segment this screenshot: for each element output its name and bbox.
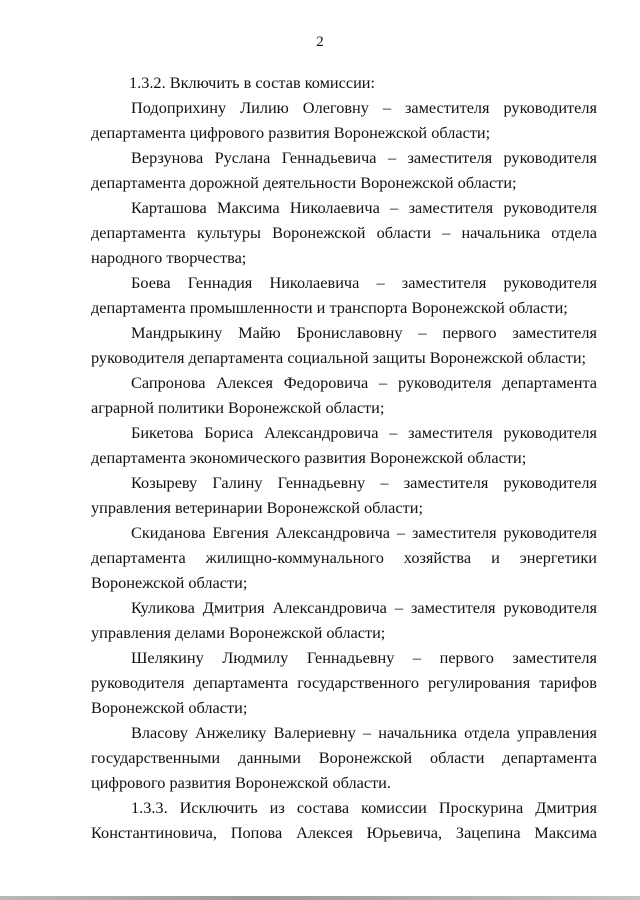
commission-member-entry: Козыреву Галину Геннадьевну – заместителя руководителя управления ветеринарии Воронежской области; — [91, 473, 597, 517]
commission-member-entry: Куликова Дмитрия Александровича – заместителя руководителя управления делами Воронежской области; — [91, 598, 597, 642]
scan-edge-shadow — [0, 896, 640, 900]
section-1-3-2-heading: 1.3.2. Включить в состав комиссии: — [129, 73, 376, 92]
page-number: 2 — [316, 34, 324, 50]
commission-member-entry: Сапронова Алексея Федоровича – руководителя департамента аграрной политики Воронежской области; — [91, 373, 597, 417]
commission-member-entry: Шелякину Людмилу Геннадьевну – первого заместителя руководителя департамента государственного регулирования тарифов Воронежской области; — [91, 648, 597, 717]
document-body — [91, 70, 597, 845]
section-1-3-3-paragraph: 1.3.3. Исключить из состава комиссии Проскурина Дмитрия Константиновича, Попова Алексея Юрьевича, Зацепина Максима — [91, 798, 597, 842]
commission-member-entry: Карташова Максима Николаевича – заместителя руководителя департамента культуры Воронежской области – начальника отдела народного творчества; — [91, 198, 597, 267]
commission-member-entry: Боева Геннадия Николаевича – заместителя руководителя департамента промышленности и транспорта Воронежской области; — [91, 273, 597, 317]
commission-member-entry: Скиданова Евгения Александровича – заместителя руководителя департамента жилищно-коммунального хозяйства и энергетики Воронежской области; — [91, 523, 597, 592]
commission-member-entry: Мандрыкину Майю Брониславовну – первого заместителя руководителя департамента социальной защиты Воронежской области; — [91, 323, 597, 367]
commission-member-entry: Подоприхину Лилию Олеговну – заместителя руководителя департамента цифрового развития Воронежской области; — [91, 98, 597, 142]
commission-member-entry: Власову Анжелику Валериевну – начальника отдела управления государственными данными Воронежской области департамента цифрового развития Воронежской области. — [91, 723, 597, 792]
commission-member-entry: Верзунова Руслана Геннадьевича – заместителя руководителя департамента дорожной деятельности Воронежской области; — [91, 148, 597, 192]
commission-member-entry: Бикетова Бориса Александровича – заместителя руководителя департамента экономического развития Воронежской области; — [91, 423, 597, 467]
